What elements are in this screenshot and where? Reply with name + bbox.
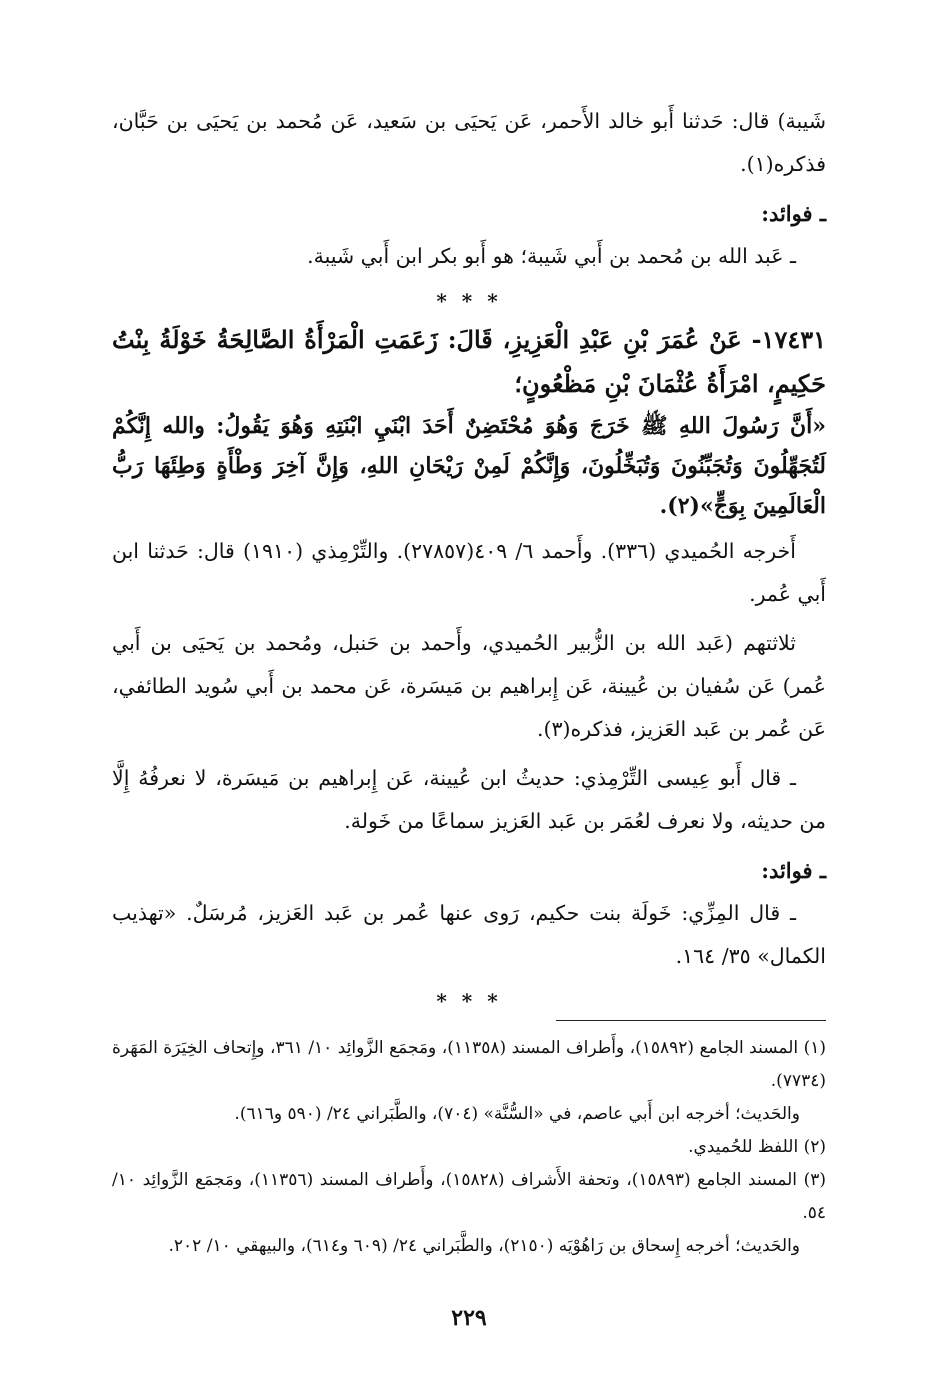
footnotes-section	[112, 1032, 826, 1263]
narrators-paragraph: ثلاثتهم (عَبد الله بن الزُّبير الحُميدي، وأَحمد بن حَنبل، ومُحمد بن يَحيَى بن أَبي عُمر) عَن سُفيان بن عُيينة، عَن إِبراهيم بن مَيسَرة، عَن محمد بن أَبي سُويد الطائفي، عَن عُمر بن عَبد العَزيز، فذكره(٣).	[112, 631, 826, 741]
continuation-paragraph: شَيبة) قال: حَدثنا أَبو خالد الأَحمر، عَن يَحيَى بن سَعيد، عَن مُحمد بن يَحيَى بن حَبَّان، فذكره(١).	[112, 109, 826, 176]
mizzi-comment: ـ قال المِزِّي: خَولَة بنت حكيم، رَوى عنها عُمر بن عَبد العَزيز، مُرسَلٌ. «تهذيب الكمال» ٣٥/ ١٦٤.	[112, 901, 826, 968]
footnote-divider	[556, 1020, 826, 1021]
footnote-2: (٢) اللفظ للحُميدي.	[688, 1137, 826, 1157]
footnote-1-extra: والحَديث؛ أخرجه ابن أَبي عاصم، في «السُّنَّة» (٧٠٤)، والطَّبَراني ٢٤/ (٥٩٠ و٦١٦).	[234, 1104, 800, 1124]
footnote-3: (٣) المسند الجامع (١٥٨٩٣)، وتحفة الأَشراف (١٥٨٢٨)، وأَطراف المسند (١١٣٥٦)، ومَجمَع الزَّوائِد ١٠/ ٥٤.	[112, 1170, 826, 1223]
page-number: ٢٢٩	[451, 1305, 487, 1331]
footnote-3-extra: والحَديث؛ أخرجه إِسحاق بن رَاهُوْيَه (٢١٥٠)، والطَّبَراني ٢٤/ (٦٠٩ و٦١٤)، والبيهقي ١٠/ ٢٠٢.	[168, 1236, 800, 1256]
benefit-paragraph: ـ عَبد الله بن مُحمد بن أَبي شَيبة؛ هو أَبو بكر ابن أَبي شَيبة.	[307, 244, 796, 268]
benefits-heading: ـ فوائد:	[761, 201, 826, 226]
benefits-heading-second: ـ فوائد:	[761, 858, 826, 883]
hadith-isnad: ١٧٤٣١- عَنْ عُمَرَ بْنِ عَبْدِ الْعَزِيزِ، قَالَ: زَعَمَتِ الْمَرْأَةُ الصَّالِحَةُ خَوْلَةُ بِنْتُ حَكِيمٍ، امْرَأَةُ عُثْمَانَ بْنِ مَظْعُونٍ؛	[112, 325, 826, 398]
page-body	[112, 100, 826, 1018]
hadith-matn: «أَنَّ رَسُولَ اللهِ ﷺ خَرَجَ وَهُوَ مُحْتَضِنٌ أَحَدَ ابْنَيِ ابْنَتِهِ وَهُوَ يَقُولُ: والله إِنَّكُمْ لَتُجَهِّلُونَ وَتُجَبِّنُونَ وَتُبَخِّلُونَ، وَإِنَّكُمْ لَمِنْ رَيْحَانِ اللهِ، وَإِنَّ آخِرَ وَطْأَةٍ وَطِئَهَا رَبُّ الْعَالَمِينَ بِوَجٍّ»(٢).	[112, 413, 826, 519]
section-separator-second: * * *	[436, 989, 502, 1013]
takhrij-paragraph: أَخرجه الحُميدي (٣٣٦). وأَحمد ٦/ ٤٠٩(٢٧٨٥٧). والتِّرْمِذي (١٩١٠) قال: حَدثنا ابن أَبي عُمر.	[112, 539, 826, 606]
footnote-1: (١) المسند الجامع (١٥٨٩٢)، وأَطراف المسند (١١٣٥٨)، ومَجمَع الزَّوائِد ١٠/ ٣٦١، وإِتحاف الخِيَرَة المَهَرة (٧٧٣٤).	[112, 1038, 826, 1091]
section-separator: * * *	[436, 289, 502, 313]
tirmidhi-comment: ـ قال أَبو عِيسى التِّرْمِذي: حديثُ ابن عُيينة، عَن إِبراهيم بن مَيسَرة، لا نعرفُهُ إِلَّا من حديثه، ولا نعرف لعُمَر بن عَبد العَزيز سماعًا من خَولة.	[112, 766, 826, 833]
